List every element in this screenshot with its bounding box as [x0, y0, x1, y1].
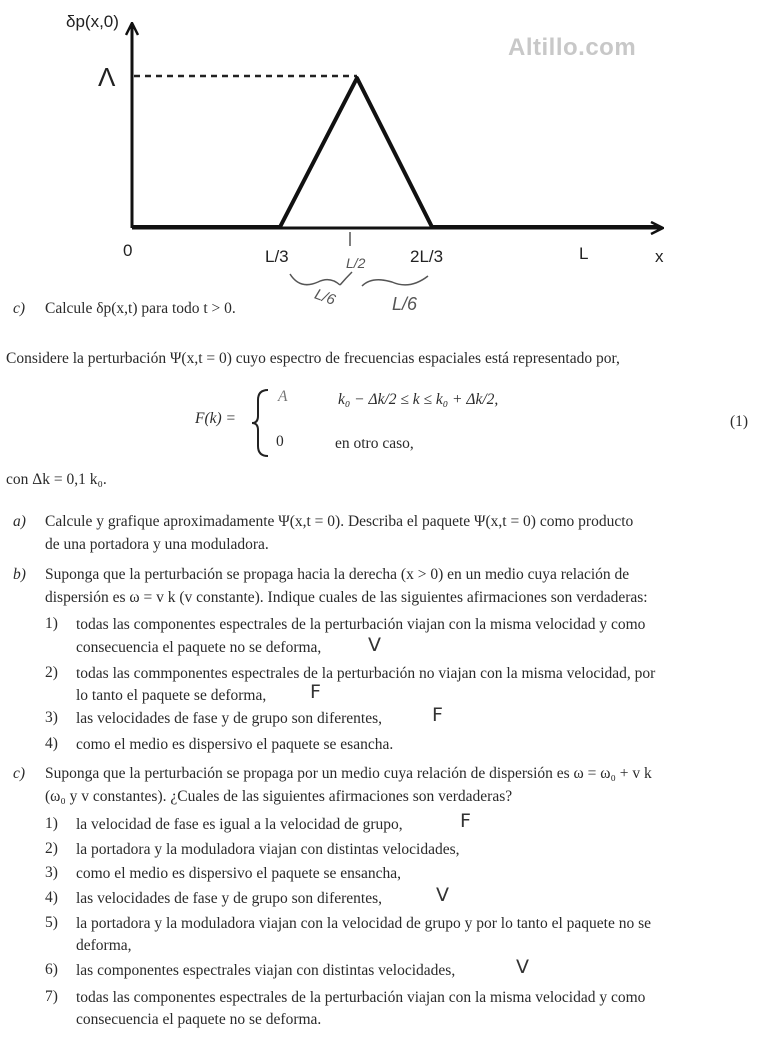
equation-lhs: F(k) =	[195, 410, 237, 427]
b-option-1-line-1: todas las componentes espectrales de la perturbación viajan con la misma velocidad y como	[76, 616, 646, 633]
b-option-4-line-1: como el medio es dispersivo el paquete se esancha.	[76, 736, 394, 753]
b-option-3-line-1: las velocidades de fase y de grupo son diferentes,	[76, 710, 383, 727]
triangle-series	[132, 78, 660, 227]
hand-brace-left	[290, 272, 352, 285]
b-option-1-line-2: consecuencia el paquete no se deforma,	[76, 639, 322, 656]
c-option-6-line-1: las componentes espectrales viajan con distintas velocidades,	[76, 962, 456, 979]
b-option-3-number: 3)	[45, 709, 58, 726]
c-option-3-line-1: como el medio es dispersivo el paquete se ensancha,	[76, 865, 401, 882]
hand-right-label: L/6	[392, 294, 418, 314]
tick-L3: L/3	[265, 247, 289, 266]
tick-L: L	[579, 244, 589, 263]
equation-case2-value: 0	[276, 433, 284, 450]
equation-case2-condition: en otro caso,	[335, 435, 414, 452]
b-option-2-number: 2)	[45, 664, 58, 681]
c-option-6-mark: V	[516, 956, 529, 978]
equation-case1-condition: k₀ − Δk/2 ≤ k ≤ k₀ + Δk/2,	[338, 391, 499, 408]
c-option-6-number: 6)	[45, 961, 58, 978]
equation-brace	[250, 388, 272, 458]
c-option-1-mark: F	[460, 810, 471, 832]
c-option-4-number: 4)	[45, 889, 58, 906]
item-c-line-1: Suponga que la perturbación se propaga por un medio cuya relación de dispersión es ω = ω₀ + v k	[45, 765, 652, 782]
x-axis-label: x	[655, 247, 664, 266]
y-axis-label: δp(x,0)	[66, 12, 119, 31]
b-option-2-line-1: todas las commponentes espectrales de la perturbación no viajan con la misma velocidad, por	[76, 665, 656, 682]
c-option-7-number: 7)	[45, 988, 58, 1005]
triangle-plot	[0, 0, 780, 330]
hand-left-label: L/6	[312, 285, 338, 309]
b-option-1-number: 1)	[45, 615, 58, 632]
part-c-top-label: c)	[13, 300, 26, 317]
c-option-5-line-1: la portadora y la moduladora viajan con la velocidad de grupo y por lo tanto el paquete no se	[76, 915, 652, 932]
tick-2L3: 2L/3	[410, 247, 444, 266]
c-option-1-line-1: la velocidad de fase es igual a la velocidad de grupo,	[76, 816, 403, 833]
c-option-7-line-2: consecuencia el paquete no se deforma.	[76, 1011, 322, 1028]
c-option-3-number: 3)	[45, 864, 58, 881]
watermark: Altillo.com	[508, 34, 637, 61]
hand-brace-right	[362, 276, 428, 286]
item-c-label: c)	[13, 765, 26, 782]
b-option-2-mark: F	[310, 681, 321, 703]
intro-text: Considere la perturbación Ψ(x,t = 0) cuyo espectro de frecuencias espaciales está representado por,	[6, 350, 620, 367]
b-option-3-mark: F	[432, 704, 443, 726]
c-option-4-mark: V	[436, 884, 449, 906]
c-option-7-line-1: todas las componentes espectrales de la perturbación viajan con la misma velocidad y como	[76, 989, 646, 1006]
item-b-line-1: Suponga que la perturbación se propaga hacia la derecha (x > 0) en un medio cuya relación de	[45, 566, 630, 583]
item-c-line-2: (ω₀ y v constantes). ¿Cuales de las siguientes afirmaciones son verdaderas?	[45, 788, 513, 805]
equation-number: (1)	[730, 413, 749, 430]
c-option-2-line-1: la portadora y la moduladora viajan con distintas velocidades,	[76, 841, 460, 858]
condition-text: con Δk = 0,1 k₀.	[6, 471, 107, 488]
c-option-2-number: 2)	[45, 840, 58, 857]
peak-label: Λ	[98, 62, 116, 92]
part-c-top-text: Calcule δp(x,t) para todo t > 0.	[45, 300, 236, 317]
item-b-line-2: dispersión es ω = v k (v constante). Indique cuales de las siguientes afirmaciones son verdaderas:	[45, 589, 648, 606]
c-option-5-line-2: deforma,	[76, 937, 132, 954]
c-option-1-number: 1)	[45, 815, 58, 832]
item-a-label: a)	[13, 513, 26, 530]
item-a-line-2: de una portadora y una moduladora.	[45, 536, 269, 553]
hand-mid-label: L/2	[346, 255, 366, 271]
item-a-line-1: Calcule y grafique aproximadamente Ψ(x,t = 0). Describa el paquete Ψ(x,t = 0) como producto	[45, 513, 634, 530]
tick-0: 0	[123, 241, 133, 260]
c-option-4-line-1: las velocidades de fase y de grupo son diferentes,	[76, 890, 383, 907]
c-option-5-number: 5)	[45, 914, 58, 931]
item-b-label: b)	[13, 566, 26, 583]
b-option-1-mark: V	[368, 634, 381, 656]
b-option-4-number: 4)	[45, 735, 58, 752]
b-option-2-line-2: lo tanto el paquete se deforma,	[76, 687, 267, 704]
equation-case1-value: A	[278, 388, 288, 405]
